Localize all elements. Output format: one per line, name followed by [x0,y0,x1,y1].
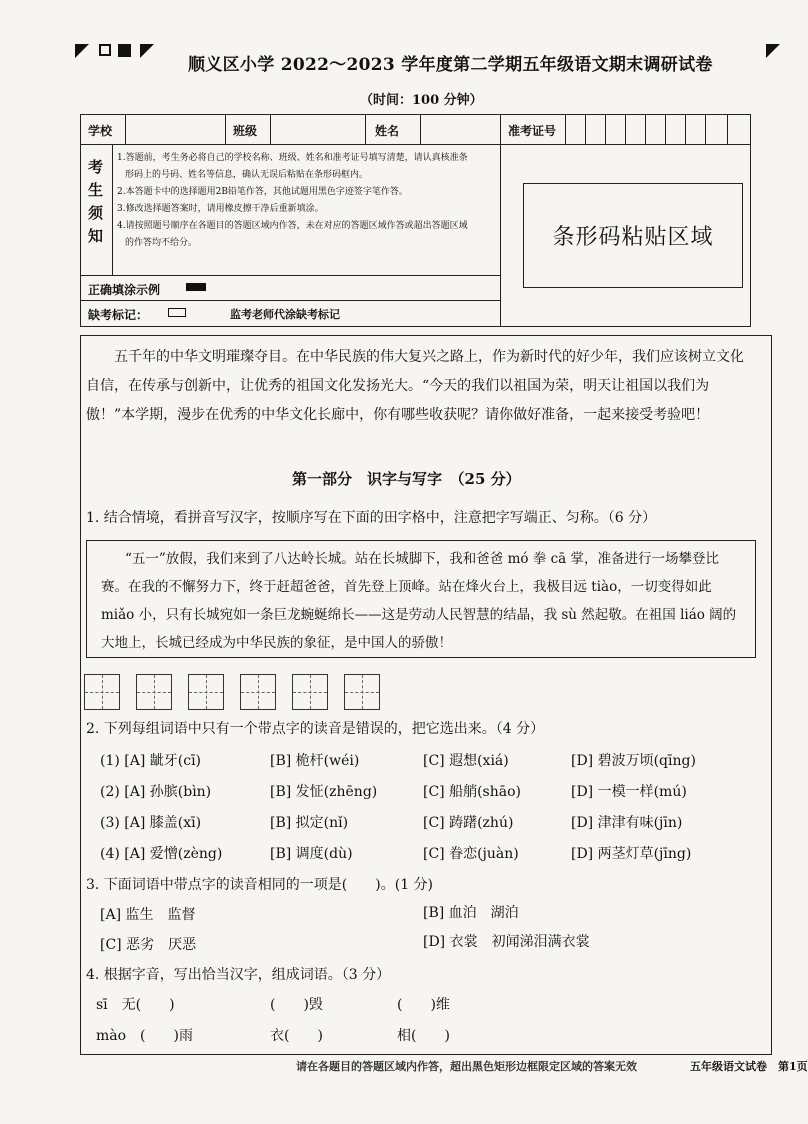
name-label: 姓名 [375,124,400,138]
q4-blank[interactable]: 衣( ) [270,1028,323,1044]
exam-id-label: 准考证号 [508,124,557,138]
q2-option[interactable]: [D] 津津有味(jīn) [571,815,683,831]
class-label: 班级 [233,124,258,138]
corner-mark-icon [766,44,780,58]
time-note: （时间：100 分钟） [360,93,483,108]
tian-grid-cell[interactable] [240,674,276,710]
footer-warning: 请在各题目的答题区域内作答，超出黑色矩形边框限定区域的答案无效 [296,1060,637,1073]
exam-id-field[interactable] [567,116,749,142]
exam-notes: 1.答题前，考生务必将自己的学校名称、班级、姓名和准考证号填写清楚，请认真核准条 形码上的号码、姓名等信息，确认无误后粘贴在条形码框内。 2.本答题卡中的选择题用2B铅笔作答，其他试题用黑色字迹签字笔作答。 3.修改选择题答案时，请用橡皮擦干净后重新填涂。 4.请按照题号顺序在各题目的答题区域内作答，未在对应的答题区域作答或超出答题区域 的作答均不给分。 [117,153,468,248]
q2-option[interactable]: (2) [A] 孙膑(bìn) [100,784,212,800]
q3-option[interactable]: [A] 监生 监督 [100,907,196,923]
corner-mark-icon [140,44,154,58]
class-field[interactable] [273,116,363,142]
correct-fill-label: 正确填涂示例 [88,283,161,297]
q2-option[interactable]: [C] 眷恋(juàn) [423,846,519,862]
q4-blank[interactable]: ( )毁 [270,997,323,1013]
page-number: 五年级语文试卷 第1页 [690,1060,808,1073]
name-field[interactable] [423,116,498,142]
q2-option[interactable]: [B] 桅杆(wéi) [270,753,360,769]
filled-mark-icon [186,283,206,291]
intro-paragraph: 五千年的中华文明璀璨夺目。在中华民族的伟大复兴之路上，作为新时代的好少年，我们应该树立文化自信，在传承与创新中，让优秀的祖国文化发扬光大。“今天的我们以祖国为荣，明天让祖国以我们为傲！”本学期，漫步在优秀的中华文化长廊中，你有哪些收获呢？请你做好准备，一起来接受考验吧！ [86,349,744,423]
q2-option[interactable]: (1) [A] 龇牙(cī) [100,753,202,769]
absent-label: 缺考标记： [88,308,149,322]
tian-grid-cell[interactable] [188,674,224,710]
q2-option[interactable]: [C] 遐想(xiá) [423,753,509,769]
q2-stem: 2. 下列每组词语中只有一个带点字的读音是错误的，把它选出来。（4 分） [86,721,545,737]
q2-option[interactable]: [D] 碧波万顷(qīng) [571,753,696,769]
q3-option[interactable]: [D] 衣裳 初闻涕泪满衣裳 [423,934,590,950]
q2-option[interactable]: (3) [A] 膝盖(xī) [100,815,202,831]
barcode-area: 条形码粘贴区域 [523,183,743,288]
q2-option[interactable]: [D] 两茎灯草(jīng) [571,846,692,862]
q2-option[interactable]: (4) [A] 爱憎(zèng) [100,846,223,862]
q2-option[interactable]: [D] 一模一样(mú) [571,784,687,800]
q4-blank[interactable]: sī 无( ) [96,997,175,1013]
corner-mark-icon [118,44,131,57]
tian-grid-cell[interactable] [344,674,380,710]
q1-passage: “五一”放假，我们来到了八达岭长城。站在长城脚下，我和爸爸 mó 拳 cā 掌，准备进行一场攀登比赛。在我的不懈努力下，终于赶超爸爸，首先登上顶峰。站在烽火台上，我极目远 tiào，一切变得如此 miǎo 小，只有长城宛如一条巨龙蜿蜒绵长——这是劳动人民智慧的结晶，我 sù 然起敬。在祖国 liáo 阔的大地上，长城已经成为中华民族的象征，是中国人的骄傲！ [86,540,756,658]
q2-option[interactable]: [B] 调度(dù) [270,846,353,862]
q3-option[interactable]: [B] 血泊 湖泊 [423,905,519,921]
q3-option[interactable]: [C] 恶劣 厌恶 [100,937,197,953]
q2-option[interactable]: [C] 船艄(shāo) [423,784,521,800]
school-field[interactable] [128,116,223,142]
q4-blank[interactable]: mào ( )雨 [96,1028,193,1044]
q4-stem: 4. 根据字音，写出恰当汉字，组成词语。（3 分） [86,967,391,983]
q2-option[interactable]: [B] 拟定(nǐ) [270,815,349,831]
corner-mark-icon [75,44,89,58]
part1-title: 第一部分 识字与写字 （25 分） [292,470,521,488]
corner-mark-icon [99,44,111,56]
absent-note: 监考老师代涂缺考标记 [230,308,340,321]
tian-grid-cell[interactable] [84,674,120,710]
page-title: 顺义区小学 2022～2023 学年度第二学期五年级语文期末调研试卷 [188,55,713,75]
tian-grid-cell[interactable] [292,674,328,710]
q2-option[interactable]: [B] 发怔(zhēng) [270,784,378,800]
absent-checkbox[interactable] [168,308,186,317]
q1-stem: 1. 结合情境，看拼音写汉字，按顺序写在下面的田字格中，注意把字写端正、匀称。（6 分） [86,510,657,526]
q4-blank[interactable]: ( )维 [397,997,450,1013]
tian-grid-cell[interactable] [136,674,172,710]
q4-blank[interactable]: 相( ) [397,1028,450,1044]
notes-heading: 考 生 须 知 [88,158,104,245]
school-label: 学校 [88,124,113,138]
q2-option[interactable]: [C] 踌躇(zhú) [423,815,514,831]
q3-stem: 3. 下面词语中带点字的读音相同的一项是( )。(1 分) [86,877,434,893]
